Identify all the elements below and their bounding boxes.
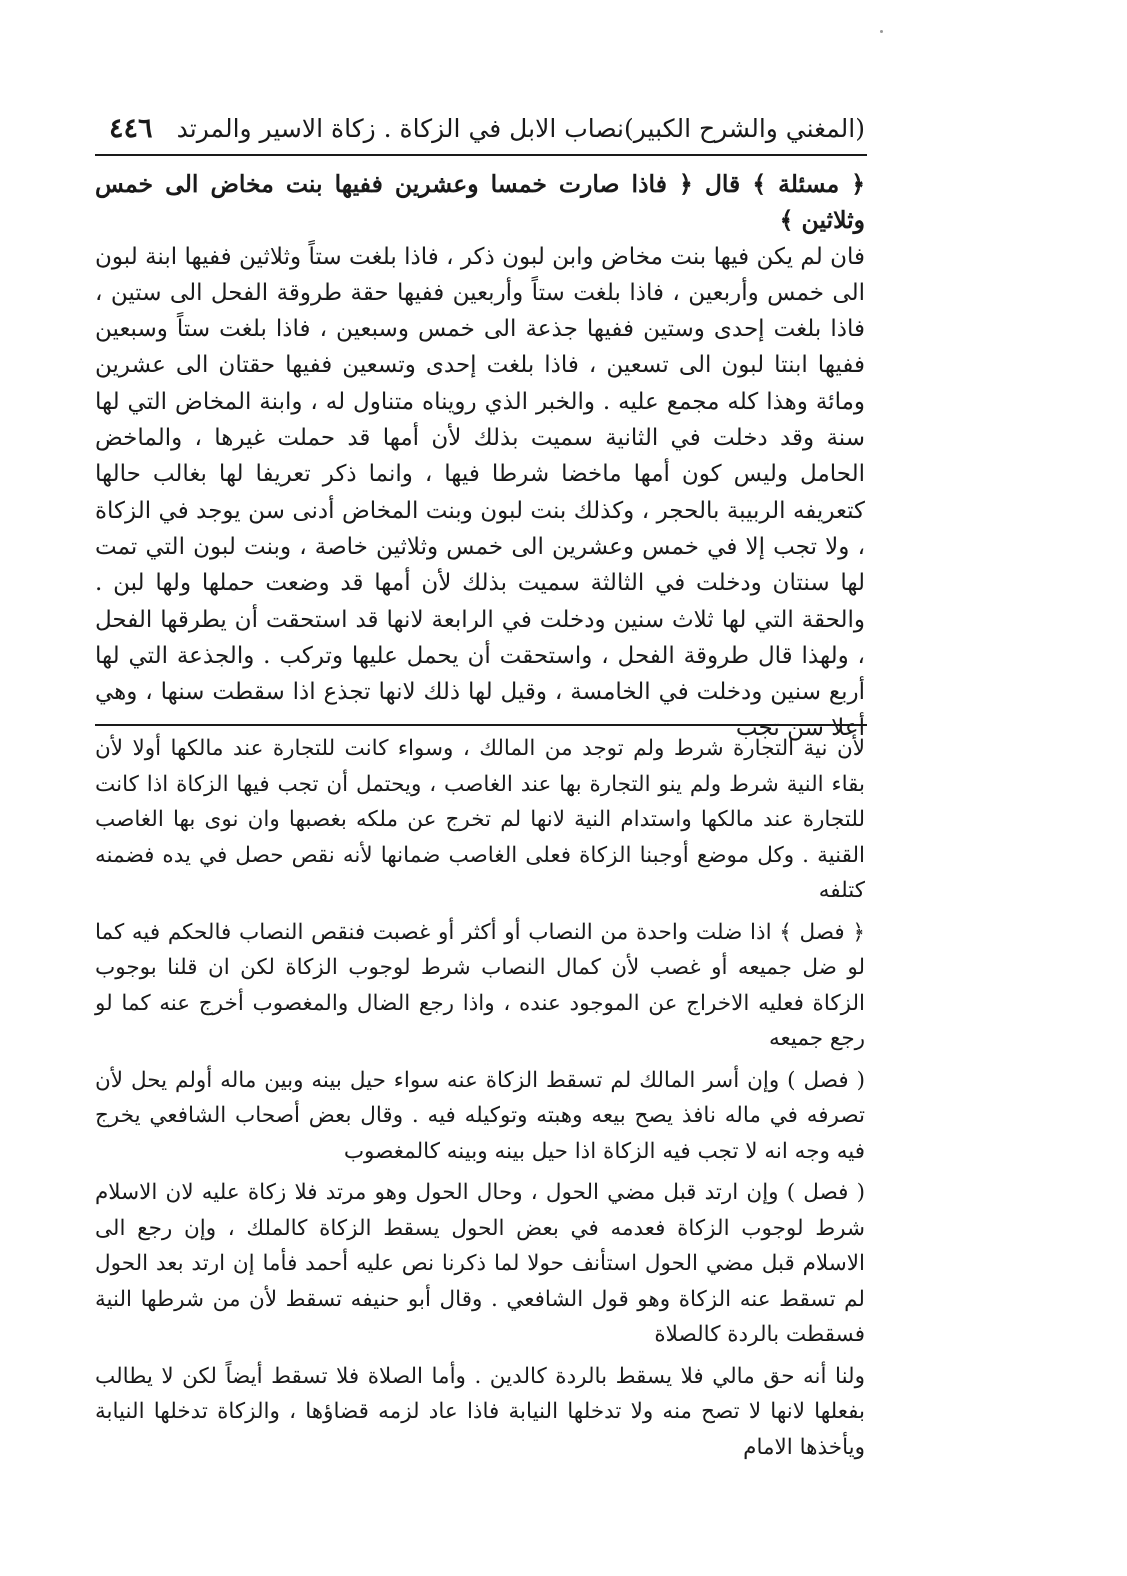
fasl-paragraph: ( فصل ) وإن أسر المالك لم تسقط الزكاة عنه سواء حيل بينه وبين ماله أولم يحل لأن تصرفه في ماله نافذ يصح بيعه وهبته وتوكيله فيه . وقال بعض أصحاب الشافعي يخرج فيه وجه انه لا تجب فيه الزكاة اذا حيل بينه وبينه كالمغصوب xyxy=(95,1067,865,1164)
page-number: ٤٤٦ xyxy=(109,112,153,144)
fasl-paragraph: ( فصل ) وإن ارتد قبل مضي الحول ، وحال الحول وهو مرتد فلا زكاة عليه لان الاسلام شرط لوجوب الزكاة فعدمه في بعض الحول يسقط الزكاة كالملك ، وإن رجع الى الاسلام قبل مضي الحول استأنف حولا لما ذكرنا نص عليه أحمد فأما إن ارتد بعد الحول لم تسقط عنه الزكاة وهو قول الشافعي . وقال أبو حنيفه تسقط لأن من شرطها النية فسقطت بالردة كالصلاة xyxy=(95,1180,865,1347)
scan-speck xyxy=(880,30,883,33)
masala-heading: ﴿ مسئلة ﴾ قال ﴿ فاذا صارت خمسا وعشرين ففيها بنت مخاض الى خمس وثلاثين ﴾ xyxy=(95,170,865,235)
fasl-paragraph: ﴿ فصل ﴾ اذا ضلت واحدة من النصاب أو أكثر أو غصبت فنقص النصاب فالحكم فيه كما لو ضل جميعه أو غصب لأن كمال النصاب شرط لوجوب الزكاة لكن ان قلنا بوجوب الزكاة فعليه الاخراج عن الموجود عنده ، واذا رجع الضال والمغصوب أخرج عنه كما لو رجع جميعه xyxy=(95,919,865,1051)
header-rule xyxy=(95,154,867,156)
page-header xyxy=(95,104,865,152)
commentary-paragraph: لأن نية التجارة شرط ولم توجد من المالك ، وسواء كانت للتجارة عند مالكها أولا لأن بقاء النية شرط ولم ينو التجارة بها عند الغاصب ، ويحتمل أن تجب فيها الزكاة اذا كانت للتجارة عند مالكها واستدام النية لانها لم تخرج عن ملكه بغصبها وان نوى بها الغاصب القنية . وكل موضع أوجبنا الزكاة فعلى الغاصب ضمانها لأنه نقص حصل في يده فضمنه كتلفه xyxy=(95,736,865,903)
book-title: (المغني والشرح الكبير) xyxy=(624,113,865,143)
main-text xyxy=(95,166,865,747)
commentary-paragraph: ولنا أنه حق مالي فلا يسقط بالردة كالدين . وأما الصلاة فلا تسقط أيضاً لكن لا يطالب بفعلها لانها لا تصح منه ولا تدخلها النيابة فاذا عاد لزمه قضاؤها ، والزكاة تدخلها النيابة ويأخذها الامام xyxy=(95,1363,865,1460)
main-paragraph: فان لم يكن فيها بنت مخاض وابن لبون ذكر ، فاذا بلغت ستاً وثلاثين ففيها ابنة لبون الى خمس وأربعين ، فاذا بلغت ستاً وأربعين ففيها حقة طروقة الفحل الى ستين ، فاذا بلغت إحدى وستين ففيها جذعة الى خمس وسبعين ، فاذا بلغت ستاً وسبعين ففيها ابنتا لبون الى تسعين ، فاذا بلغت إحدى وتسعين ففيها حقتان الى عشرين ومائة وهذا كله مجمع عليه . والخبر الذي رويناه متناول له ، وابنة المخاض التي لها سنة وقد دخلت في الثانية سميت بذلك لأن أمها قد حملت غيرها ، والماخض الحامل وليس كون أمها ماخضا شرطا فيها ، وانما ذكر تعريفا لها بغالب حالها كتعريفه الربيبة بالحجر ، وكذلك بنت لبون وبنت المخاض أدنى سن يوجد في الزكاة ، ولا تجب إلا في خمس وعشرين الى خمس وثلاثين خاصة ، وبنت لبون التي تمت لها سنتان ودخلت في الثالثة سميت بذلك لأن أمها قد وضعت حملها ولها لبن . والحقة التي لها ثلاث سنين ودخلت في الرابعة لانها قد استحقت أن يطرقها الفحل ، ولهذا قال طروقة الفحل ، واستحقت أن يحمل عليها وتركب . والجذعة التي لها أربع سنين ودخلت في الخامسة ، وقيل لها ذلك لانها تجذع اذا سقطت سنها ، وهي أعلا سن تجب xyxy=(95,243,866,742)
section-divider xyxy=(95,724,867,726)
running-title: نصاب الابل في الزكاة . زكاة الاسير والمرتد xyxy=(176,113,625,143)
commentary-text xyxy=(95,731,865,1467)
